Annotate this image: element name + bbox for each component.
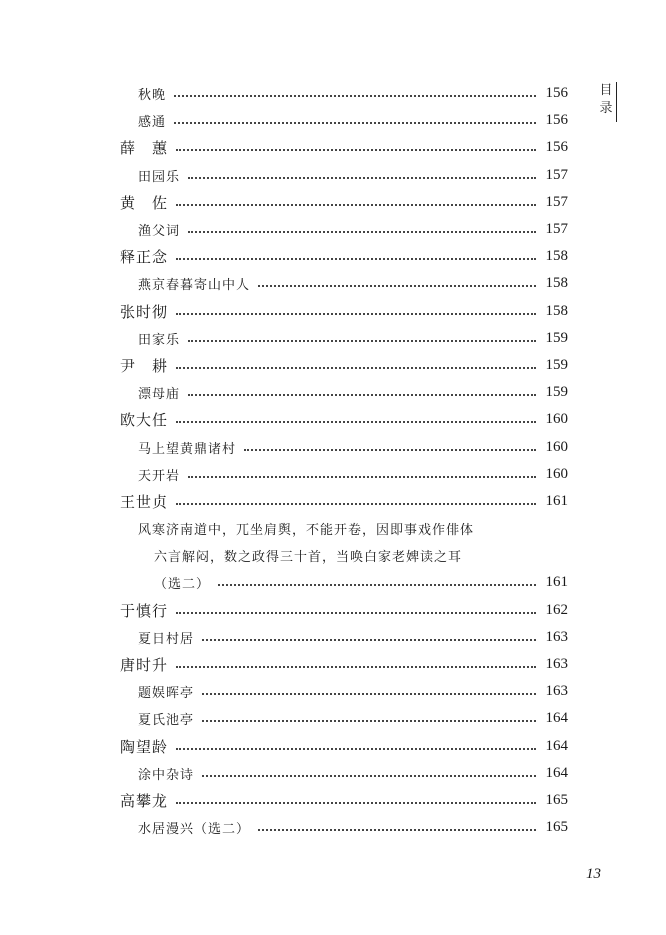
dot-leader bbox=[202, 774, 536, 777]
toc-poem-entry[interactable] bbox=[120, 379, 568, 406]
toc-entry-title: 田园乐 bbox=[138, 169, 181, 185]
toc-poem-entry[interactable] bbox=[120, 569, 568, 596]
toc-entry-page: 161 bbox=[545, 492, 568, 509]
toc-author-entry[interactable] bbox=[120, 597, 568, 624]
toc-author-entry[interactable] bbox=[120, 733, 568, 760]
toc-entry-title: 燕京春暮寄山中人 bbox=[138, 278, 251, 294]
toc-entry-page: 163 bbox=[545, 628, 568, 645]
toc-poem-entry[interactable] bbox=[120, 325, 568, 352]
toc-poem-entry[interactable] bbox=[120, 814, 568, 841]
toc-entry-title: 渔父词 bbox=[138, 224, 181, 240]
toc-entry-page: 165 bbox=[545, 791, 568, 808]
table-of-contents bbox=[120, 80, 568, 841]
toc-poem-entry[interactable] bbox=[120, 107, 568, 134]
toc-entry-page: 165 bbox=[545, 819, 568, 836]
dot-leader bbox=[176, 257, 536, 260]
toc-entry-title: 陶望龄 bbox=[120, 737, 169, 756]
dot-leader bbox=[202, 692, 536, 695]
toc-author-entry[interactable] bbox=[120, 243, 568, 270]
toc-entry-title: 释正念 bbox=[120, 248, 169, 267]
toc-author-entry[interactable] bbox=[120, 352, 568, 379]
toc-entry-page: 161 bbox=[545, 574, 568, 591]
toc-entry-title: 六言解闷，数之政得三十首，当唤白家老婢读之耳 bbox=[154, 550, 463, 566]
toc-entry-title: 漂母庙 bbox=[138, 387, 181, 403]
toc-entry-title: 风寒济南道中，兀坐肩舆，不能开卷，因即事戏作俳体 bbox=[138, 523, 475, 539]
toc-poem-entry[interactable] bbox=[120, 515, 568, 542]
toc-entry-title: 王世贞 bbox=[120, 492, 169, 511]
toc-poem-entry[interactable] bbox=[120, 80, 568, 107]
toc-entry-page: 162 bbox=[545, 601, 568, 618]
toc-author-entry[interactable] bbox=[120, 134, 568, 161]
toc-poem-entry[interactable] bbox=[120, 433, 568, 460]
toc-author-entry[interactable] bbox=[120, 406, 568, 433]
toc-entry-title: 夏日村居 bbox=[138, 631, 195, 647]
dot-leader bbox=[218, 583, 536, 586]
toc-poem-entry[interactable] bbox=[120, 216, 568, 243]
toc-entry-title: 唐时升 bbox=[120, 656, 169, 675]
dot-leader bbox=[174, 94, 536, 97]
page-number: 13 bbox=[586, 866, 601, 882]
dot-leader bbox=[188, 230, 536, 233]
toc-entry-page: 164 bbox=[545, 710, 568, 727]
toc-entry-title: 感通 bbox=[138, 115, 167, 131]
toc-entry-page: 164 bbox=[545, 737, 568, 754]
toc-entry-page: 164 bbox=[545, 764, 568, 781]
toc-author-entry[interactable] bbox=[120, 189, 568, 216]
toc-entry-page: 158 bbox=[545, 302, 568, 319]
dot-leader bbox=[244, 448, 536, 451]
toc-entry-page: 157 bbox=[545, 193, 568, 210]
dot-leader bbox=[188, 475, 536, 478]
section-tab bbox=[597, 82, 615, 118]
toc-entry-title: 马上望黄鼎诸村 bbox=[138, 441, 237, 457]
toc-entry-page: 158 bbox=[545, 275, 568, 292]
dot-leader bbox=[202, 638, 536, 641]
toc-author-entry[interactable] bbox=[120, 787, 568, 814]
toc-entry-title: 薛 蕙 bbox=[120, 139, 169, 158]
toc-entry-title: 题娱晖亭 bbox=[138, 686, 195, 702]
toc-poem-entry[interactable] bbox=[120, 678, 568, 705]
toc-entry-title: 水居漫兴（选二） bbox=[138, 822, 251, 838]
toc-entry-title: 于慎行 bbox=[120, 601, 169, 620]
toc-entry-page: 159 bbox=[545, 356, 568, 373]
dot-leader bbox=[258, 284, 536, 287]
section-tab-char: 录 bbox=[599, 101, 613, 116]
toc-author-entry[interactable] bbox=[120, 298, 568, 325]
toc-author-entry[interactable] bbox=[120, 651, 568, 678]
toc-entry-page: 160 bbox=[545, 411, 568, 428]
dot-leader bbox=[176, 502, 536, 505]
toc-poem-entry[interactable] bbox=[120, 542, 568, 569]
toc-entry-title: 涂中杂诗 bbox=[138, 767, 195, 783]
toc-entry-title: 夏氏池亭 bbox=[138, 713, 195, 729]
section-tab-rule bbox=[616, 82, 617, 122]
toc-entry-page: 157 bbox=[545, 166, 568, 183]
toc-entry-title: 黄 佐 bbox=[120, 193, 169, 212]
dot-leader bbox=[188, 176, 536, 179]
dot-leader bbox=[176, 203, 536, 206]
dot-leader bbox=[176, 420, 536, 423]
toc-entry-page: 156 bbox=[545, 85, 568, 102]
toc-entry-page: 157 bbox=[545, 221, 568, 238]
toc-entry-title: 张时彻 bbox=[120, 302, 169, 321]
toc-entry-title: 田家乐 bbox=[138, 332, 181, 348]
toc-poem-entry[interactable] bbox=[120, 162, 568, 189]
toc-poem-entry[interactable] bbox=[120, 270, 568, 297]
toc-author-entry[interactable] bbox=[120, 488, 568, 515]
toc-entry-page: 163 bbox=[545, 683, 568, 700]
toc-poem-entry[interactable] bbox=[120, 461, 568, 488]
toc-poem-entry[interactable] bbox=[120, 760, 568, 787]
dot-leader bbox=[176, 312, 536, 315]
toc-entry-title: 天开岩 bbox=[138, 468, 181, 484]
toc-entry-page: 160 bbox=[545, 438, 568, 455]
toc-entry-title: 秋晚 bbox=[138, 88, 167, 104]
toc-entry-title: （选二） bbox=[154, 577, 211, 593]
dot-leader bbox=[176, 148, 536, 151]
dot-leader bbox=[188, 393, 536, 396]
toc-entry-page: 160 bbox=[545, 465, 568, 482]
toc-entry-page: 163 bbox=[545, 656, 568, 673]
toc-entry-title: 欧大任 bbox=[120, 411, 169, 430]
toc-entry-page: 159 bbox=[545, 329, 568, 346]
toc-entry-title: 高攀龙 bbox=[120, 791, 169, 810]
dot-leader bbox=[176, 366, 536, 369]
dot-leader bbox=[258, 828, 536, 831]
dot-leader bbox=[176, 665, 536, 668]
toc-entry-page: 156 bbox=[545, 112, 568, 129]
toc-entry-page: 158 bbox=[545, 248, 568, 265]
section-tab-char: 目 bbox=[599, 83, 613, 98]
toc-entry-title: 尹 耕 bbox=[120, 356, 169, 375]
toc-poem-entry[interactable] bbox=[120, 624, 568, 651]
dot-leader bbox=[202, 719, 536, 722]
toc-entry-page: 159 bbox=[545, 384, 568, 401]
dot-leader bbox=[174, 121, 536, 124]
toc-entry-page: 156 bbox=[545, 139, 568, 156]
toc-poem-entry[interactable] bbox=[120, 705, 568, 732]
dot-leader bbox=[188, 339, 536, 342]
dot-leader bbox=[176, 801, 536, 804]
dot-leader bbox=[176, 747, 536, 750]
dot-leader bbox=[176, 611, 536, 614]
